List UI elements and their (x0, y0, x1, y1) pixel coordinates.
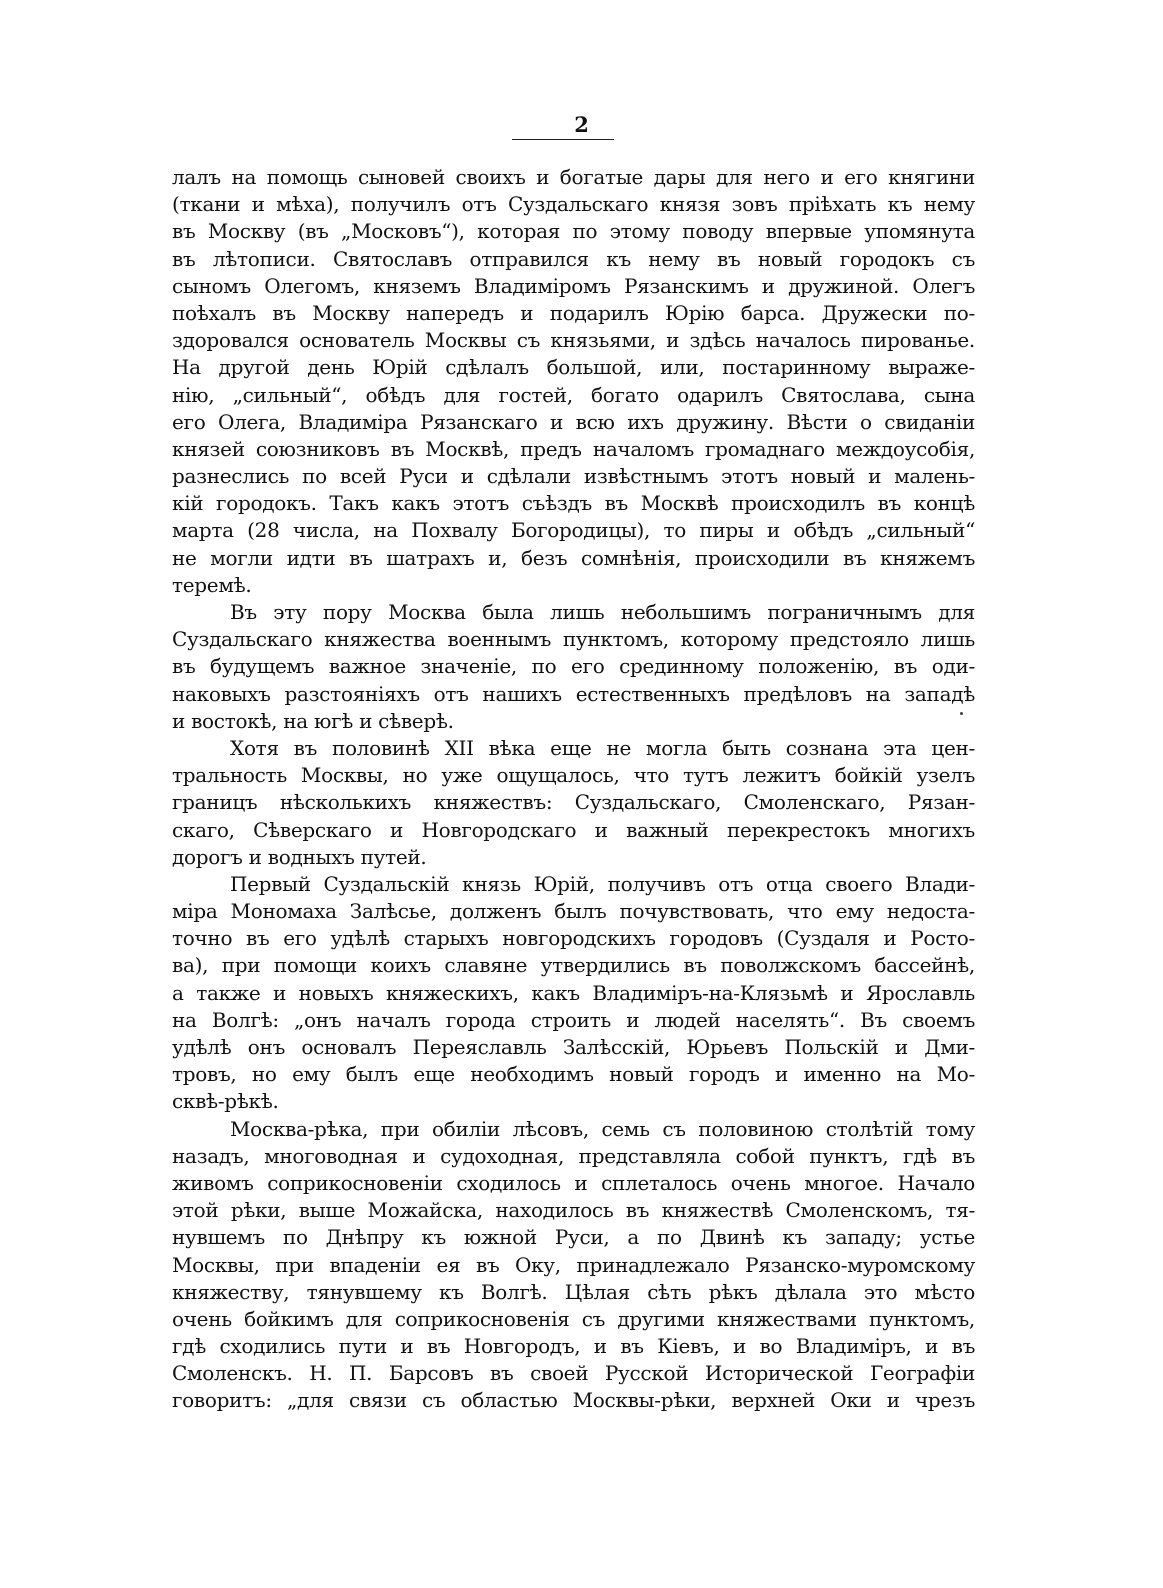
text-line: въ Москву (въ „Московъ“), которая по этому поводу впервые упомянута (172, 219, 975, 244)
text-line: сыномъ Олегомъ, княземъ Владиміромъ Рязанскимъ и дружиной. Олегъ (172, 273, 975, 298)
text-line: теремѣ. (172, 572, 252, 597)
body-text (172, 164, 975, 1415)
paragraph-3 (172, 735, 975, 871)
text-line: его Олега, Владиміра Рязанскаго и всю ихъ дружину. Вѣсти о свиданіи (172, 409, 975, 434)
text-line: тральность Москвы, но уже ощущалось, что тутъ лежитъ бойкій узелъ (172, 763, 975, 788)
text-line: Хотя въ половинѣ XII вѣка еще не могла быть сознана эта цен- (230, 735, 975, 760)
text-line: очень бойкимъ для соприкосновенія съ другими княжествами пунктомъ, (172, 1306, 975, 1331)
header-rule (512, 139, 614, 140)
text-line: поѣхалъ въ Москву напередъ и подарилъ Юрію барса. Дружески по- (172, 300, 975, 325)
text-line: и востокѣ, на югѣ и сѣверѣ. (172, 708, 454, 733)
text-line: гдѣ сходились пути и въ Новгородъ, и въ Кіевъ, и во Владиміръ, и въ (172, 1334, 975, 1359)
scan-speck (960, 712, 963, 715)
text-line: живомъ соприкосновеніи сходилось и сплеталось очень многое. Начало (172, 1170, 975, 1195)
text-line: назадъ, многоводная и судоходная, представляла собой пунктъ, гдѣ въ (172, 1143, 975, 1168)
text-line: Москва-рѣка, при обиліи лѣсовъ, семь съ половиною столѣтій тому (230, 1116, 975, 1141)
text-line: не могли идти въ шатрахъ и, безъ сомнѣнія, происходили въ княжемъ (172, 545, 975, 570)
text-line: скаго, Сѣверскаго и Новгородскаго и важный перекрестокъ многихъ (172, 817, 975, 842)
paragraph-4 (172, 871, 975, 1116)
text-line: лалъ на помощь сыновей своихъ и богатые дары для него и его княгини (172, 165, 975, 189)
text-line: міра Мономаха Залѣсье, долженъ былъ почувствовать, что ему недоста- (172, 899, 975, 924)
text-line: ва), при помощи коихъ славяне утвердились въ поволжскомъ бассейнѣ, (172, 953, 975, 978)
paragraph-2 (172, 599, 975, 735)
text-line: Въ эту пору Москва была лишь небольшимъ пограничнымъ для (230, 600, 975, 624)
text-line: этой рѣки, выше Можайска, находилось въ княжествѣ Смоленскомъ, тя- (172, 1198, 975, 1223)
text-line: границъ нѣсколькихъ княжествъ: Суздальскаго, Смоленскаго, Рязан- (172, 790, 975, 815)
text-line: марта (28 числа, на Похвалу Богородицы), то пиры и обѣдъ „сильный“ (172, 518, 975, 543)
text-line: князей союзниковъ въ Москвѣ, предъ началомъ громаднаго междоусобія, (172, 436, 975, 461)
text-line: кій городокъ. Такъ какъ этотъ съѣздъ въ Москвѣ происходилъ въ концѣ (172, 491, 975, 516)
paragraph-5 (172, 1116, 975, 1415)
text-line: Москвы, при впаденіи ея въ Оку, принадлежало Рязанско-муромскому (172, 1252, 975, 1277)
text-line: въ лѣтописи. Святославъ отправился къ нему въ новый городокъ съ (172, 246, 975, 271)
text-line: сквѣ-рѣкѣ. (172, 1089, 279, 1114)
text-line: разнеслись по всей Руси и сдѣлали извѣстнымъ этотъ новый и малень- (172, 464, 975, 489)
text-line: наковыхъ разстояніяхъ отъ нашихъ естественныхъ предѣловъ на западѣ (172, 681, 975, 706)
text-line: здоровался основатель Москвы съ князьями, и здѣсь началось пированье. (172, 328, 975, 353)
text-line: Смоленскъ. Н. П. Барсовъ въ своей Русской Исторической Географіи (172, 1361, 975, 1386)
page-number: 2 (574, 112, 589, 137)
text-line: Суздальскаго княжества военнымъ пунктомъ, которому предстояло лишь (172, 627, 975, 652)
text-line: точно въ его удѣлѣ старыхъ новгородскихъ городовъ (Суздаля и Росто- (172, 926, 975, 951)
text-line: на Волгѣ: „онъ началъ города строить и людей населять“. Въ своемъ (172, 1007, 975, 1032)
text-line: На другой день Юрій сдѣлалъ большой, или, постаринному выраже- (172, 355, 975, 380)
text-line: Первый Суздальскій князь Юрій, получивъ отъ отца своего Влади- (230, 871, 975, 896)
text-line: тровъ, но ему былъ еще необходимъ новый городъ и именно на Мо- (172, 1062, 975, 1087)
text-line: нію, „сильный“, обѣдъ для гостей, богато одарилъ Святослава, сына (172, 382, 975, 407)
paragraph-1 (172, 164, 975, 599)
text-line: дорогъ и водныхъ путей. (172, 844, 427, 869)
text-line: въ будущемъ важное значеніе, по его срединному положенію, въ оди- (172, 654, 975, 679)
text-line: (ткани и мѣха), получилъ отъ Суздальскаго князя зовъ пріѣхать къ нему (172, 192, 975, 217)
text-line: а также и новыхъ княжескихъ, какъ Владиміръ-на-Клязьмѣ и Ярославль (172, 980, 975, 1005)
text-line: удѣлѣ онъ основалъ Переяславль Залѣсскій, Юрьевъ Польскій и Дми- (172, 1035, 975, 1059)
text-line: говоритъ: „для связи съ областью Москвы-рѣки, верхней Оки и чрезъ (172, 1388, 975, 1413)
text-line: княжеству, тянувшему къ Волгѣ. Цѣлая сѣть рѣкъ дѣлала это мѣсто (172, 1279, 975, 1304)
text-line: нувшемъ по Днѣпру къ южной Руси, а по Двинѣ къ западу; устье (172, 1225, 975, 1250)
